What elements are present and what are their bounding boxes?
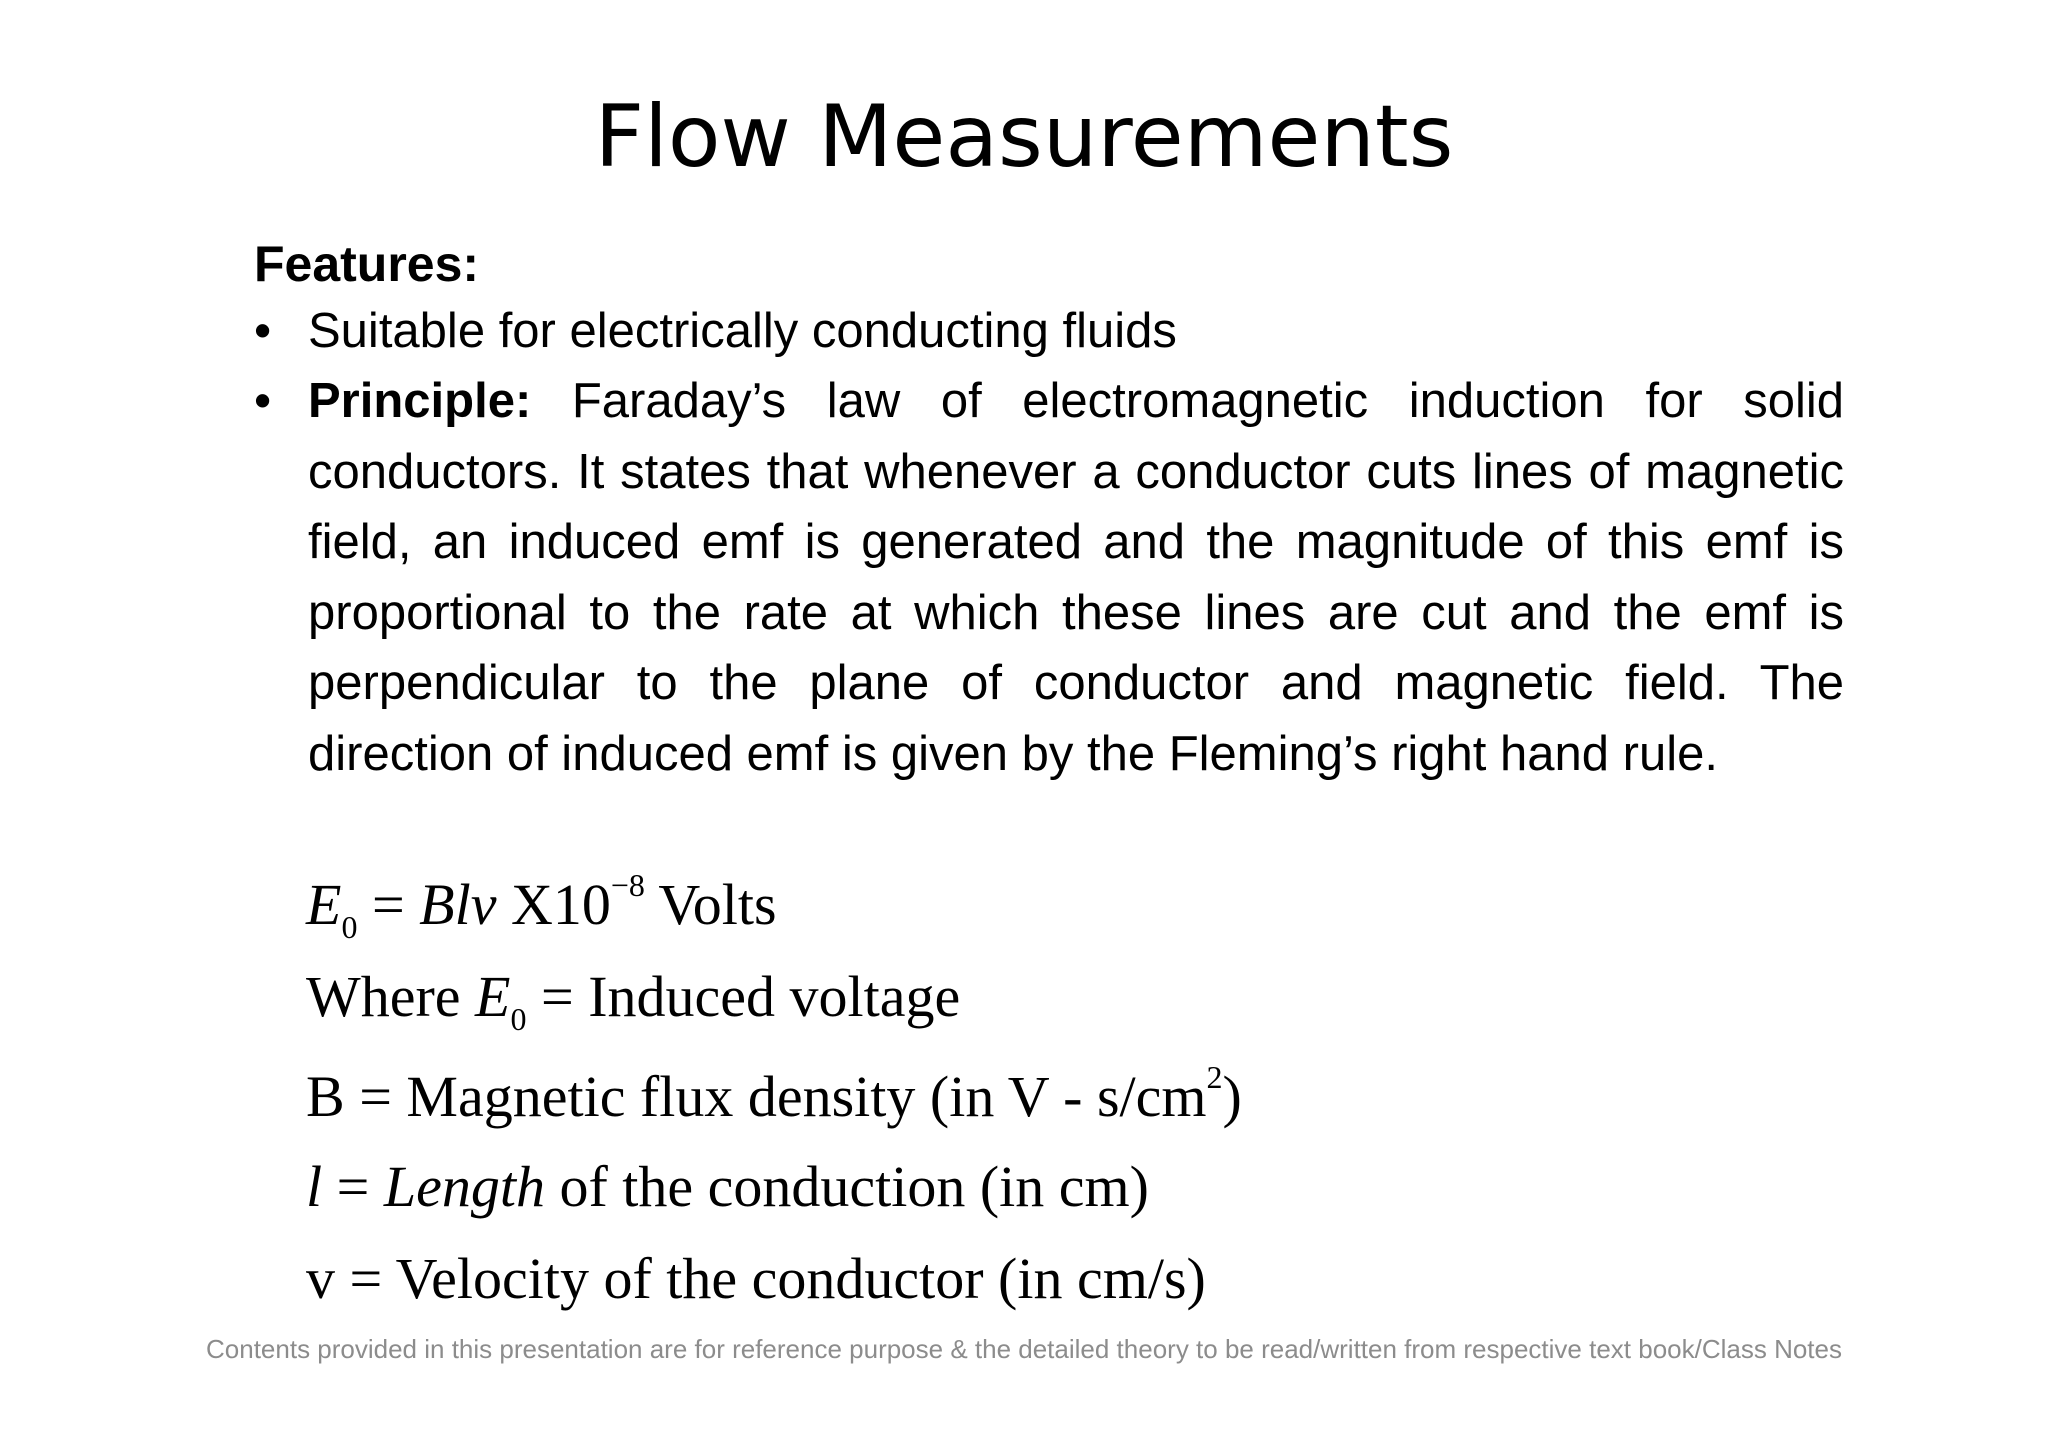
eq2-equals: =	[540, 964, 574, 1029]
slide-title: Flow Measurements	[594, 87, 1454, 187]
eq2-sub: 0	[510, 1001, 527, 1037]
eq3-close: )	[1222, 1064, 1242, 1129]
principle-label: Principle:	[308, 374, 532, 428]
equation-velocity	[306, 1244, 1206, 1314]
features-heading: Features:	[254, 236, 480, 292]
bullet-list	[254, 296, 1844, 789]
eq1-unit: Volts	[658, 872, 777, 937]
bullet-text-suitable: Suitable for electrically conducting fluids	[308, 304, 1177, 358]
eq1-exponent: −8	[610, 867, 645, 903]
equation-induced-emf	[306, 867, 777, 945]
eq2-prefix: Where	[306, 964, 461, 1029]
eq4-desc-italic: Length	[383, 1154, 545, 1219]
eq1-lhs-sub: 0	[341, 909, 358, 945]
bullet-item-principle	[254, 366, 1844, 789]
eq4-desc: of the conduction (in cm)	[559, 1154, 1149, 1219]
eq3-equals: =	[359, 1064, 392, 1129]
equation-flux-density	[306, 1059, 1242, 1132]
eq5-equals: =	[349, 1246, 383, 1311]
bullet-text-principle	[308, 366, 1844, 789]
eq2-var: E	[475, 964, 511, 1029]
eq2-desc: Induced voltage	[588, 964, 961, 1029]
eq1-rhs-var: Blv	[419, 872, 497, 937]
eq1-equals: =	[371, 872, 405, 937]
eq4-equals: =	[336, 1154, 370, 1219]
bullet-item-suitable	[254, 296, 1844, 366]
eq3-var: B	[306, 1064, 345, 1129]
eq1-times: X	[510, 872, 553, 937]
eq3-exponent: 2	[1206, 1059, 1223, 1095]
equation-length	[306, 1152, 1149, 1222]
eq3-desc: Magnetic flux density (in V - s/cm	[406, 1064, 1207, 1129]
footer-disclaimer: Contents provided in this presentation are for reference purpose & the detailed theory to be read/written from respective text book/Class Notes	[206, 1334, 1842, 1364]
bullet-dot: •	[254, 374, 272, 428]
bullet-dot: •	[254, 304, 272, 358]
eq1-base: 10	[552, 872, 611, 937]
equation-where-e0	[306, 962, 961, 1037]
principle-text: Faraday’s law of electromagnetic induction for solid conductors. It states that whenever a conductor cuts lines of magnetic field, an induced emf is generated and the magnitude of this emf is proportional to the rate at which these lines are cut and the emf is perpendicular to the plane of conductor and magnetic field. The direction of induced emf is given by the Fleming’s right hand rule.	[308, 374, 1844, 781]
eq5-desc: Velocity of the conductor (in cm/s)	[395, 1246, 1206, 1311]
eq5-var: v	[306, 1246, 335, 1311]
eq1-lhs-var: E	[306, 872, 342, 937]
eq4-var: l	[306, 1154, 323, 1219]
